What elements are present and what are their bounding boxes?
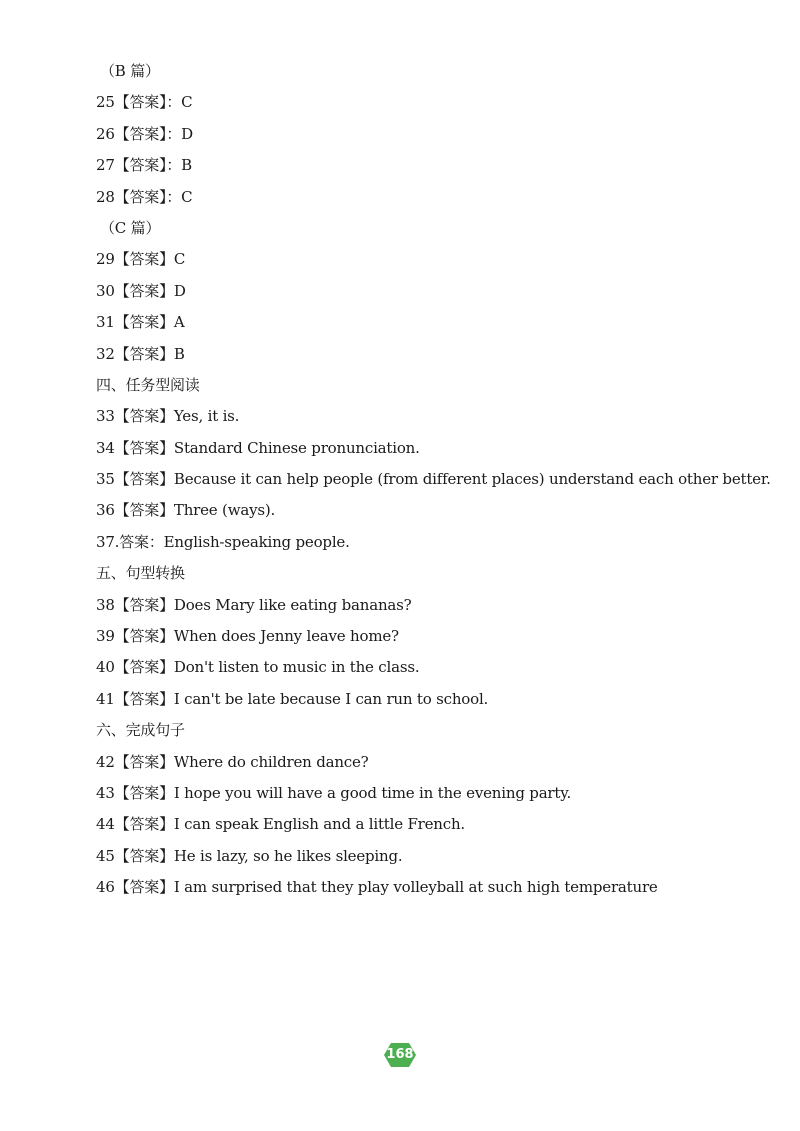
answer-line: 26【答案】：D bbox=[96, 124, 194, 143]
answer-line: 33【答案】Yes, it is. bbox=[96, 407, 240, 426]
answer-line: 36【答案】Three (ways). bbox=[96, 501, 276, 520]
answer-line: 38【答案】Does Mary like eating bananas? bbox=[96, 595, 412, 614]
page-number: 168 bbox=[386, 1047, 414, 1062]
section-heading-complete-sentences: 六、完成句子 bbox=[96, 721, 185, 740]
answer-line: 27【答案】：B bbox=[96, 156, 193, 175]
answer-line: 43【答案】I hope you will have a good time in the evening party. bbox=[96, 783, 572, 802]
answer-key bbox=[96, 56, 771, 904]
answer-line: 35【答案】Because it can help people (from different places) understand each other better. bbox=[96, 470, 771, 489]
section-heading-sentence-transform: 五、句型转换 bbox=[96, 564, 185, 583]
answer-line: 37.答案：English-speaking people. bbox=[96, 532, 350, 551]
answer-line: 40【答案】Don't listen to music in the class. bbox=[96, 658, 420, 677]
answer-line: 25【答案】：C bbox=[96, 93, 193, 112]
answer-line: 28【答案】：C bbox=[96, 187, 193, 206]
answer-line: 31【答案】A bbox=[96, 313, 185, 332]
section-heading-task-reading: 四、任务型阅读 bbox=[96, 375, 200, 394]
answer-line: 39【答案】When does Jenny leave home? bbox=[96, 627, 399, 646]
section-heading-c: （C 篇） bbox=[100, 218, 161, 237]
answer-line: 34【答案】Standard Chinese pronunciation. bbox=[96, 438, 420, 457]
answer-line: 44【答案】I can speak English and a little French. bbox=[96, 815, 465, 834]
page-number-badge bbox=[383, 1042, 417, 1068]
answer-line: 41【答案】I can't be late because I can run to school. bbox=[96, 689, 489, 708]
answer-line: 30【答案】D bbox=[96, 281, 186, 300]
answer-line: 32【答案】B bbox=[96, 344, 185, 363]
section-heading-b: （B 篇） bbox=[100, 62, 160, 80]
answer-line: 42【答案】Where do children dance? bbox=[96, 752, 369, 771]
answer-line: 45【答案】He is lazy, so he likes sleeping. bbox=[96, 846, 403, 865]
answer-line: 29【答案】C bbox=[96, 250, 186, 269]
answer-line: 46【答案】I am surprised that they play volleyball at such high temperature bbox=[96, 878, 658, 897]
